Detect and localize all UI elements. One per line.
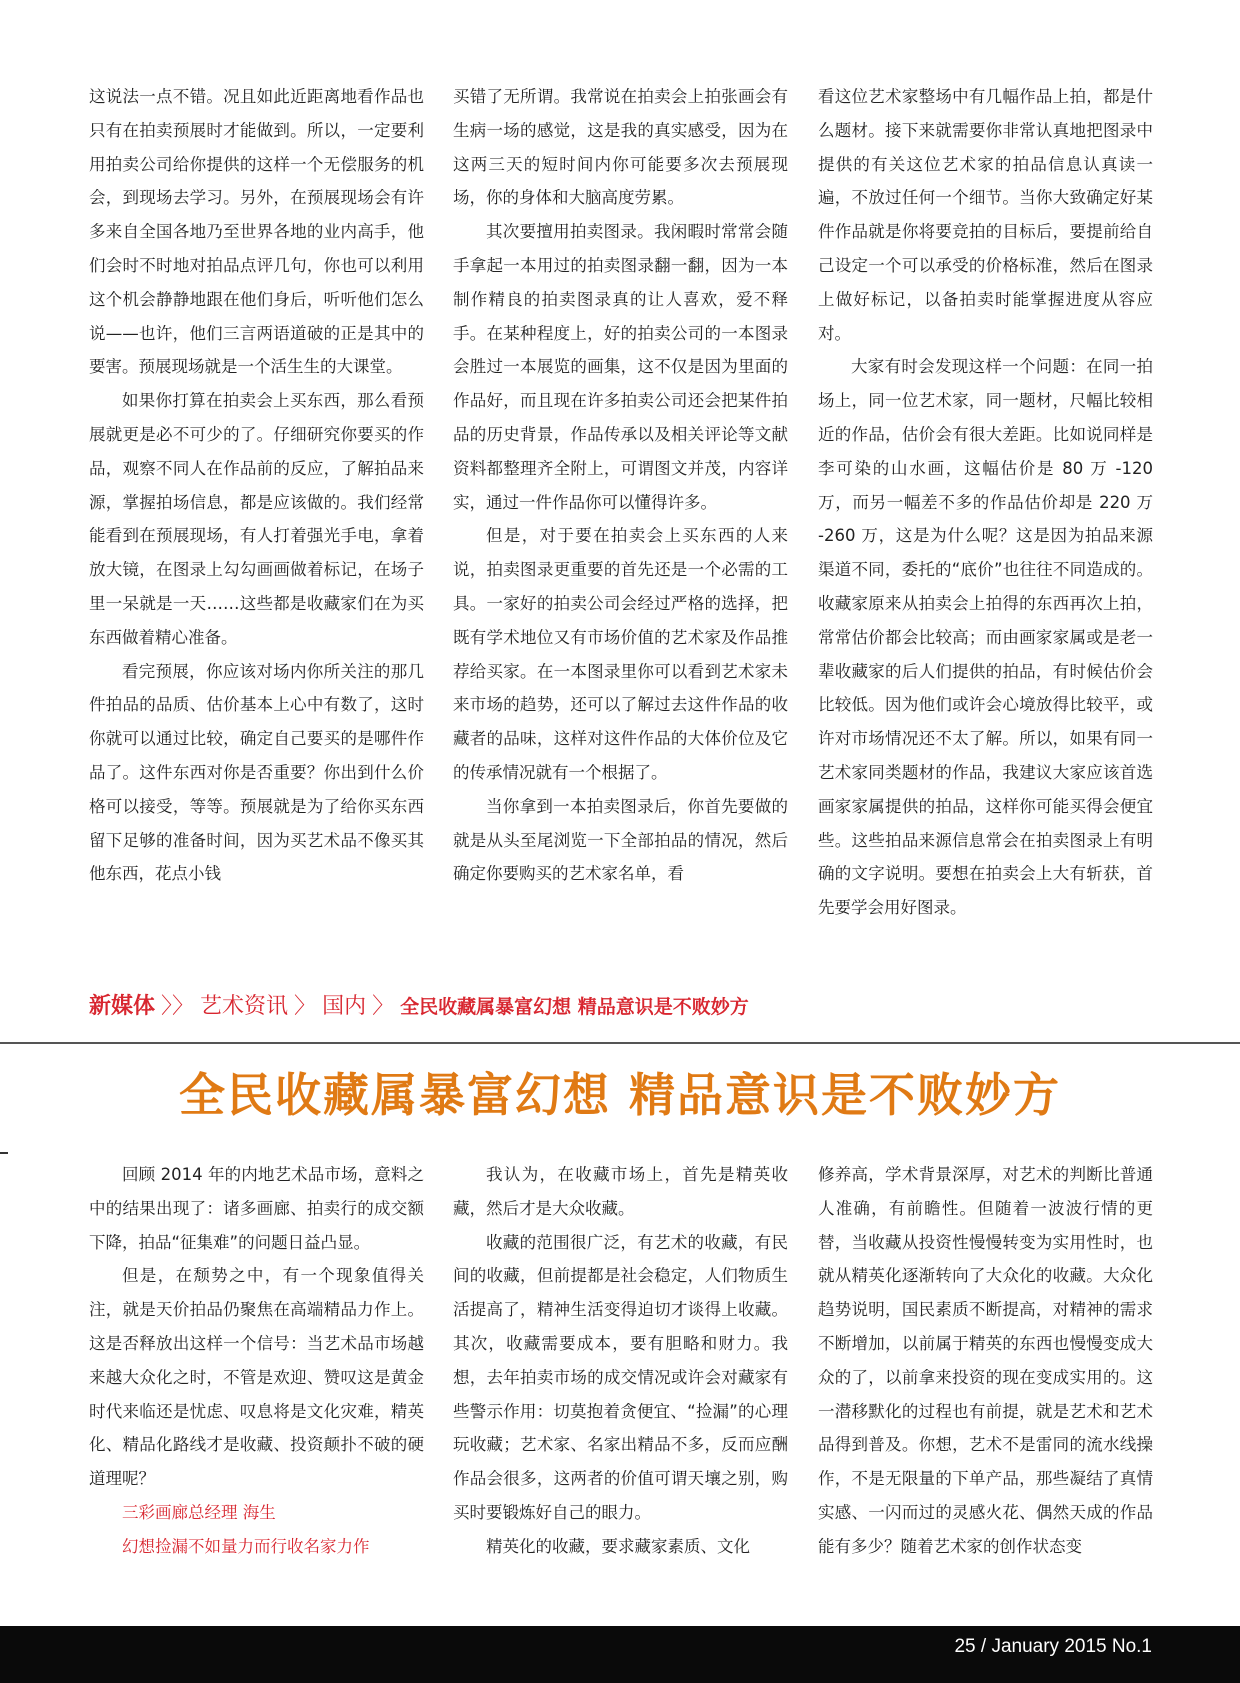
breadcrumb-separator: 〉 (372, 994, 395, 1019)
paragraph: 但是，在颓势之中，有一个现象值得关注，就是天价拍品仍聚焦在高端精品力作上。这是否释放出这样一个信号：当艺术品市场越来越大众化之时，不管是欢迎、赞叹这是黄金时代来临还是忧虑、叹息将是文化灾难，精英化、精品化路线才是收藏、投资颠扑不破的硬道理呢？ (89, 1266, 424, 1489)
top-article-column-2 (453, 80, 788, 891)
page-number-issue: 25 / January 2015 No.1 (954, 1636, 1152, 1657)
paragraph: 看完预展，你应该对场内你所关注的那几件拍品的品质、估价基本上心中有数了，这时你就可以通过比较，确定自己要买的是哪件作品了。这件东西对你是否重要？你出到什么价格可以接受，等等。预展就是为了给你买东西留下足够的准备时间，因为买艺术品不像买其他东西，花点小钱 (89, 661, 424, 884)
breadcrumb (89, 990, 749, 1024)
paragraph: 当你拿到一本拍卖图录后，你首先要做的就是从头至尾浏览一下全部拍品的情况，然后确定你要购买的艺术家名单，看 (453, 796, 788, 884)
paragraph: 精英化的收藏，要求藏家素质、文化 (486, 1536, 750, 1556)
paragraph: 我认为，在收藏市场上，首先是精英收藏，然后才是大众收藏。 (453, 1165, 788, 1218)
section-divider (0, 1042, 1240, 1044)
bottom-article-column-3 (818, 1158, 1153, 1564)
paragraph: 收藏的范围很广泛，有艺术的收藏，有民间的收藏，但前提都是社会稳定，人们物质生活提高了，精神生活变得迫切才谈得上收藏。其次，收藏需要成本，要有胆略和财力。我想，去年拍卖市场的成交情况或许会对藏家有些警示作用：切莫抱着贪便宜、“捡漏”的心理玩收藏；艺术家、名家出精品不多，反而应酬作品会很多，这两者的价值可谓天壤之别，购买时要锻炼好自己的眼力。 (453, 1232, 788, 1522)
breadcrumb-separator: 〉 (294, 994, 317, 1019)
paragraph: 回顾 2014 年的内地艺术品市场，意料之中的结果出现了：诸多画廊、拍卖行的成交额下降，拍品“征集难”的问题日益凸显。 (89, 1165, 424, 1252)
breadcrumb-link-art-news[interactable]: 艺术资讯 (200, 994, 289, 1019)
breadcrumb-separator: 〉〉 (161, 994, 195, 1019)
margin-tick (0, 1152, 8, 1154)
footer-bar (0, 1626, 1240, 1683)
paragraph: 修养高，学术背景深厚，对艺术的判断比普通人准确，有前瞻性。但随着一波波行情的更替，当收藏从投资性慢慢转变为实用性时，也就从精英化逐渐转向了大众化的收藏。大众化趋势说明，国民素质不断提高，对精神的需求不断增加，以前属于精英的东西也慢慢变成大众的了，以前拿来投资的现在变成实用的。这一潜移默化的过程也有前提，就是艺术和艺术品得到普及。你想，艺术不是雷同的流水线操作，不是无限量的下单产品，那些凝结了真情实感、一闪而过的灵感火花、偶然天成的作品能有多少？随着艺术家的创作状态变 (818, 1165, 1153, 1556)
breadcrumb-root-link[interactable]: 新媒体 (89, 994, 156, 1019)
speaker-credit: 三彩画廊总经理 海生 (122, 1502, 276, 1522)
breadcrumb-current: 全民收藏属暴富幻想 精品意识是不败妙方 (400, 996, 749, 1018)
paragraph: 看这位艺术家整场中有几幅作品上拍，都是什么题材。接下来就需要你非常认真地把图录中提供的有关这位艺术家的拍品信息认真读一遍，不放过任何一个细节。当你大致确定好某件作品就是你将要竞拍的目标后，要提前给自己设定一个可以承受的价格标准，然后在图录上做好标记，以备拍卖时能掌握进度从容应对。 (818, 87, 1153, 343)
paragraph: 如果你打算在拍卖会上买东西，那么看预展就更是必不可少的了。仔细研究你要买的作品，观察不同人在作品前的反应，了解拍品来源，掌握拍场信息，都是应该做的。我们经常能看到在预展现场，有人打着强光手电，拿着放大镜，在图录上勾勾画画做着标记，在场子里一呆就是一天……这些都是收藏家们在为买东西做着精心准备。 (89, 391, 424, 647)
bottom-article-column-2 (453, 1158, 788, 1564)
top-article-column-1 (89, 80, 424, 891)
paragraph: 其次要擅用拍卖图录。我闲暇时常常会随手拿起一本用过的拍卖图录翻一翻，因为一本制作精良的拍卖图录真的让人喜欢，爱不释手。在某种程度上，好的拍卖公司的一本图录会胜过一本展览的画集，这不仅是因为里面的作品好，而且现在许多拍卖公司还会把某件拍品的历史背景，作品传承以及相关评论等文献资料都整理齐全附上，可谓图文并茂，内容详实，通过一件作品你可以懂得许多。 (453, 222, 788, 512)
paragraph: 大家有时会发现这样一个问题：在同一拍场上，同一位艺术家，同一题材，尺幅比较相近的作品，估价会有很大差距。比如说同样是李可染的山水画，这幅估价是 80 万 -120 万，而另一幅差不多的作品估价却是 220 万 -260 万，这是为什么呢？这是因为拍品来源渠道不同，委托的“底价”也往往不同造成的。收藏家原来从拍卖会上拍得的东西再次上拍，常常估价都会比较高；而由画家家属或是老一辈收藏家的后人们提供的拍品，有时候估价会比较低。因为他们或许会心境放得比较平，或许对市场情况还不太了解。所以，如果有同一艺术家同类题材的作品，我建议大家应该首选画家家属提供的拍品，这样你可能买得会便宜些。这些拍品来源信息常会在拍卖图录上有明确的文字说明。要想在拍卖会上大有斩获，首先要学会用好图录。 (818, 357, 1153, 918)
paragraph: 买错了无所谓。我常说在拍卖会上拍张画会有生病一场的感觉，这是我的真实感受，因为在这两三天的短时间内你可能要多次去预展现场，你的身体和大脑高度劳累。 (453, 87, 788, 208)
paragraph: 但是，对于要在拍卖会上买东西的人来说，拍卖图录更重要的首先还是一个必需的工具。一家好的拍卖公司会经过严格的选择，把既有学术地位又有市场价值的艺术家及作品推荐给买家。在一本图录里你可以看到艺术家未来市场的趋势，还可以了解过去这件作品的收藏者的品味，这样对这件作品的大体价位及它的传承情况就有一个根据了。 (453, 526, 788, 782)
article-headline: 全民收藏属暴富幻想 精品意识是不败妙方 (178, 1068, 1061, 1122)
bottom-article-column-1 (89, 1158, 424, 1564)
top-article-column-3 (818, 80, 1153, 925)
breadcrumb-link-domestic[interactable]: 国内 (322, 994, 367, 1019)
section-subtitle: 幻想捡漏不如量力而行收名家力作 (122, 1536, 370, 1556)
paragraph: 这说法一点不错。况且如此近距离地看作品也只有在拍卖预展时才能做到。所以，一定要利用拍卖公司给你提供的这样一个无偿服务的机会，到现场去学习。另外，在预展现场会有许多来自全国各地乃至世界各地的业内高手，他们会时不时地对拍品点评几句，你也可以利用这个机会静静地跟在他们身后，听听他们怎么说——也许，他们三言两语道破的正是其中的要害。预展现场就是一个活生生的大课堂。 (89, 87, 424, 377)
